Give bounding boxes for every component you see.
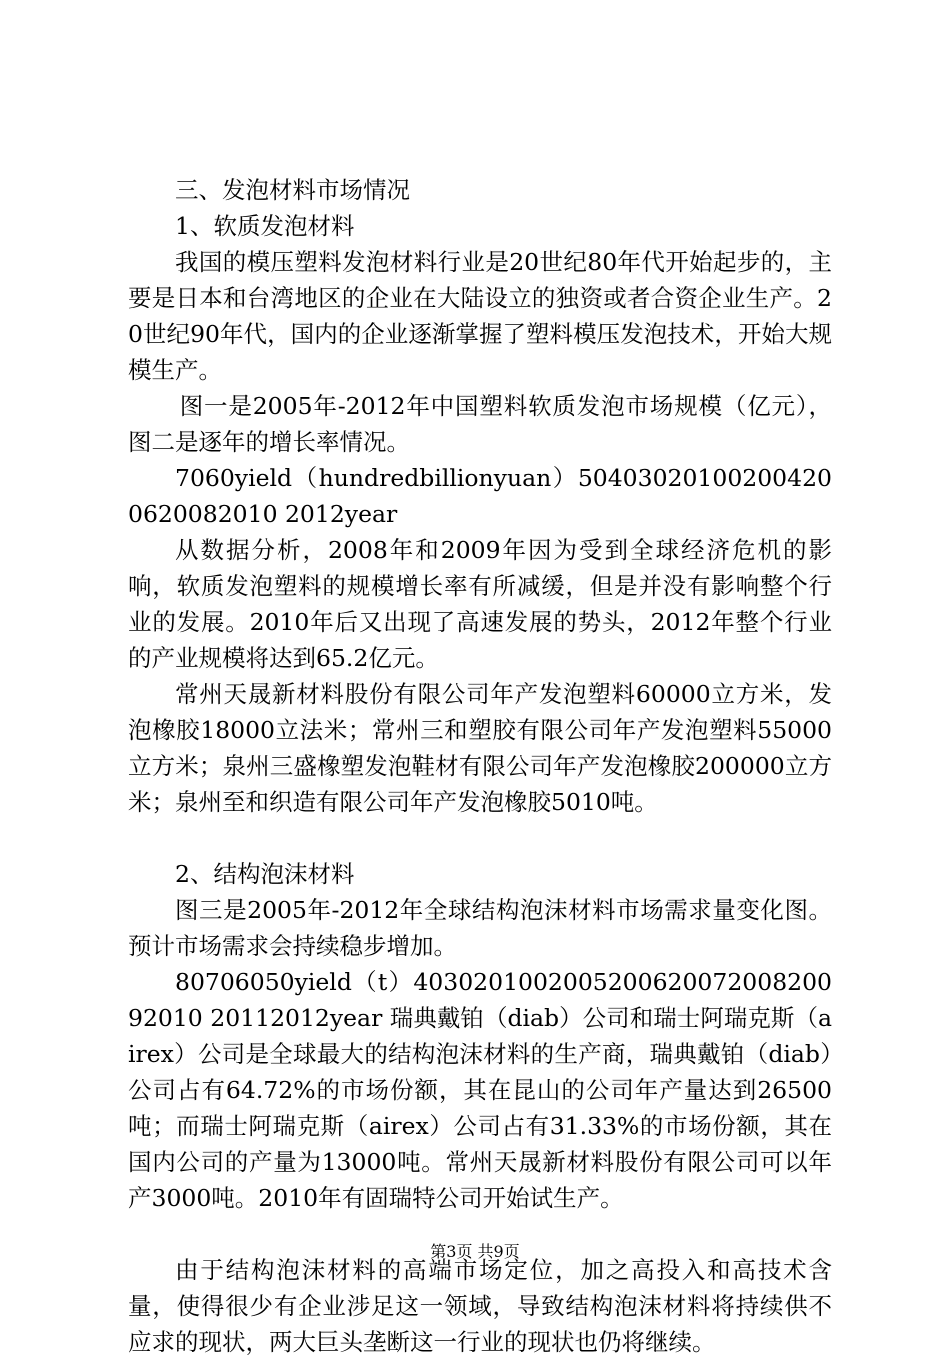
section-title: 三、发泡材料市场情况	[175, 176, 410, 204]
paragraph-figure-three-intro: 图三是2005年-2012年全球结构泡沫材料市场需求量变化图。预计市场需求会持续稳步增加。	[128, 896, 832, 960]
subsection-title-soft-foam: 1、软质发泡材料	[175, 212, 355, 240]
page-footer: 第3页 共9页	[430, 1242, 520, 1261]
paragraph-company-output: 常州天晟新材料股份有限公司年产发泡塑料60000立方米，发泡橡胶18000立法米；常州三和塑胶有限公司年产发泡塑料55000立方米；泉州三盛橡塑发泡鞋材有限公司年产发泡橡胶200000立方米；泉州至和织造有限公司年产发泡橡胶5010吨。	[128, 680, 832, 816]
subsection-title-structural-foam: 2、结构泡沫材料	[175, 860, 355, 888]
paragraph-industry-history: 我国的模压塑料发泡材料行业是20世纪80年代开始起步的，主要是日本和台湾地区的企业在大陆设立的独资或者合资企业生产。20世纪90年代，国内的企业逐渐掌握了塑料模压发泡技术，开始大规模生产。	[128, 248, 832, 384]
paragraph-data-analysis: 从数据分析，2008年和2009年因为受到全球经济危机的影响，软质发泡塑料的规模增长率有所减缓，但是并没有影响整个行业的发展。2010年后又出现了高速发展的势头，2012年整个行业的产业规模将达到65.2亿元。	[128, 536, 832, 672]
paragraph-chart-residue-1: 7060yield（hundredbillionyuan）504030201002004200620082010 2012year	[128, 464, 832, 528]
paragraph-market-share: 80706050yield（t）403020100200520062007200820092010 20112012year 瑞典戴铂（diab）公司和瑞士阿瑞克斯（airex）公司是全球最大的结构泡沫材料的生产商，瑞典戴铂（diab）公司占有64.72%的市场份额，其在昆山的公司年产量达到26500吨；而瑞士阿瑞克斯（airex）公司占有31.33%的市场份额，其在国内公司的产量为13000吨。常州天晟新材料股份有限公司可以年产3000吨。2010年有固瑞特公司开始试生产。	[128, 968, 832, 1212]
paragraph-figure-intro: 图一是2005年-2012年中国塑料软质发泡市场规模（亿元），图二是逐年的增长率情况。	[128, 392, 832, 456]
paragraph-gap	[128, 820, 832, 856]
document-body	[128, 172, 832, 1360]
paragraph-conclusion: 由于结构泡沫材料的高端市场定位，加之高投入和高技术含量，使得很少有企业涉足这一领域，导致结构泡沫材料将持续供不应求的现状，两大巨头垄断这一行业的现状也仍将继续。	[128, 1256, 832, 1356]
